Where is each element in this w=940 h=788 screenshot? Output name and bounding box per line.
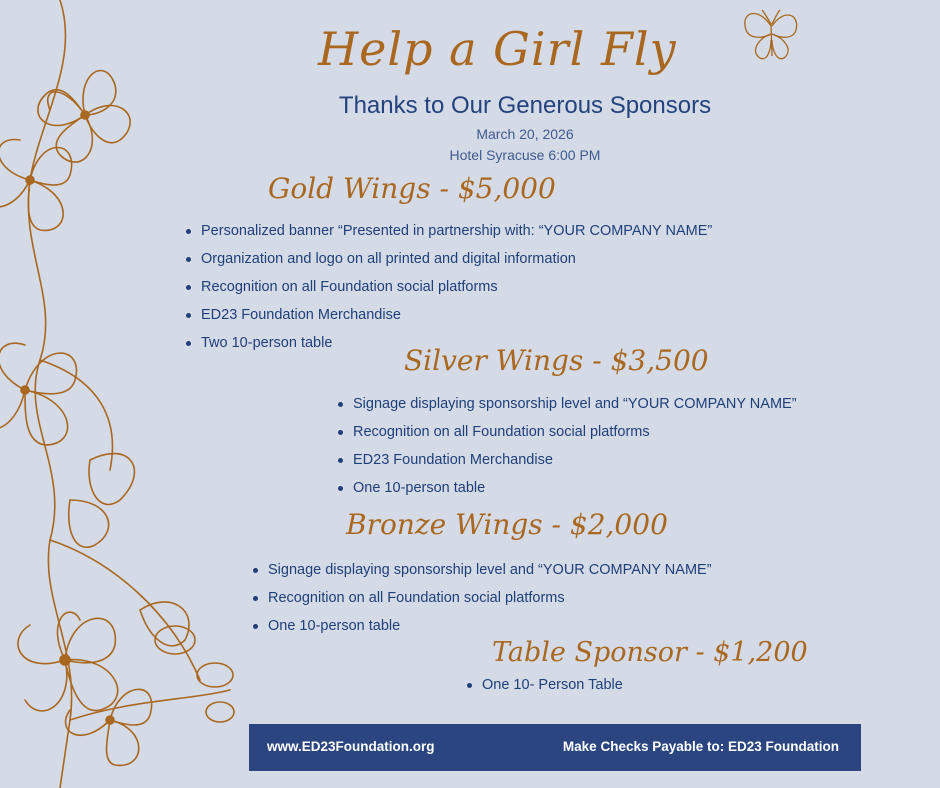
tier-heading-bronze: Bronze Wings - $2,000 [346,508,668,541]
website-link[interactable]: www.ED23Foundation.org [267,739,435,754]
list-item: Recognition on all Foundation social platforms [251,589,712,617]
butterfly-icon [738,4,804,70]
list-item: Recognition on all Foundation social platforms [336,423,797,451]
list-item: One 10-person table [251,617,712,645]
list-item: Signage displaying sponsorship level and “YOUR COMPANY NAME” [336,395,797,423]
list-item: Two 10-person table [184,334,712,362]
benefit-list-gold [184,222,712,362]
list-item: One 10-person table [336,479,797,507]
tier-heading-silver: Silver Wings - $3,500 [404,344,709,377]
event-date: March 20, 2026 [476,126,574,142]
benefit-list-bronze [251,561,712,645]
tier-heading-gold: Gold Wings - $5,000 [268,172,556,205]
floral-border-illustration [0,0,260,788]
list-item: Recognition on all Foundation social platforms [184,278,712,306]
list-item: ED23 Foundation Merchandise [184,306,712,334]
list-item: Personalized banner “Presented in partnership with: “YOUR COMPANY NAME” [184,222,712,250]
page-title: Help a Girl Fly [318,22,677,76]
checks-payable-note: Make Checks Payable to: ED23 Foundation [562,739,839,754]
list-item: ED23 Foundation Merchandise [336,451,797,479]
list-item: One 10- Person Table [465,676,623,704]
benefit-list-table [465,676,623,704]
benefit-list-silver [336,395,797,507]
tier-heading-table: Table Sponsor - $1,200 [492,637,808,668]
event-venue: Hotel Syracuse 6:00 PM [449,147,601,163]
list-item: Organization and logo on all printed and digital information [184,250,712,278]
footer-bar [249,724,861,771]
page-subtitle: Thanks to Our Generous Sponsors [338,92,712,119]
list-item: Signage displaying sponsorship level and “YOUR COMPANY NAME” [251,561,712,589]
